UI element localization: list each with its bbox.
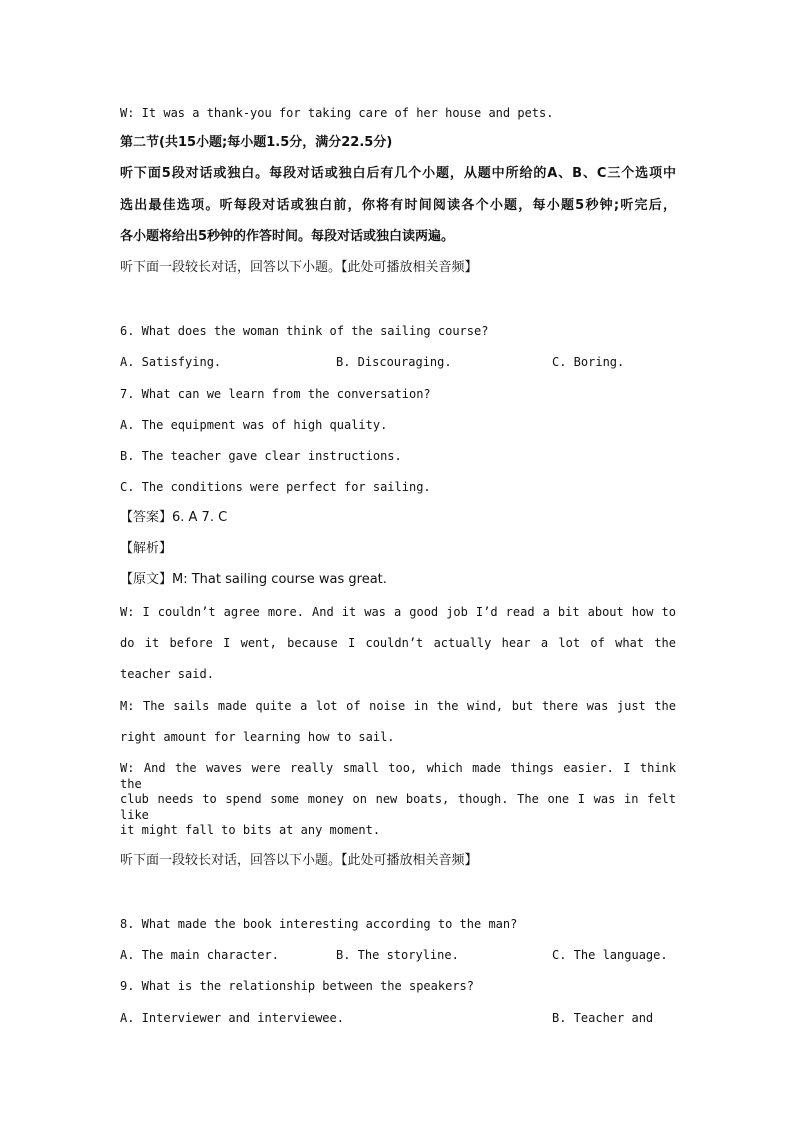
question-7-option-c: C. The conditions were perfect for sailing. [120,480,431,494]
transcript-line: right amount for learning how to sail. [120,730,395,744]
transcript-line: do it before I went, because I couldn’t actually hear a lot of what the [120,636,676,650]
transcript-line: teacher said. [120,667,214,681]
instruction-line: 选出最佳选项。听每段对话或独白前，你将有时间阅读各个小题，每小题5秒钟;听完后， [120,198,676,213]
transcript-line: M: The sails made quite a lot of noise in the wind, but there was just the [120,699,676,713]
question-9: 9. What is the relationship between the speakers? [120,979,475,993]
transcript-line: it might fall to bits at any moment. [120,823,381,837]
analysis-heading: 【解析】 [120,541,173,556]
option-a: A. Interviewer and interviewee. [120,1011,344,1025]
listening-prompt: 听下面一段较长对话，回答以下小题。【此处可播放相关音频】 [120,853,478,868]
answer-line: 【答案】6. A 7. C [120,510,228,525]
question-7-option-a: A. The equipment was of high quality. [120,418,388,432]
question-7-option-b: B. The teacher gave clear instructions. [120,449,402,463]
transcript-line: W: And the waves were really small too, which made things easier. I think the [120,761,676,791]
dialogue-line: W: It was a thank-you for taking care of her house and pets. [120,106,554,120]
option-c: C. Boring. [552,355,625,369]
transcript-line: W: I couldn’t agree more. And it was a good job I’d read a bit about how to [120,605,676,619]
option-a: A. The main character. [120,948,279,962]
option-a: A. Satisfying. [120,355,222,369]
question-6: 6. What does the woman think of the sailing course? [120,324,489,338]
instruction-line: 听下面5段对话或独白。每段对话或独白后有几个小题，从题中所给的A、B、C三个选项中 [120,166,676,181]
transcript-line: 【原文】M: That sailing course was great. [120,572,387,587]
option-c: C. The language. [552,948,668,962]
option-b: B. Teacher and [552,1011,654,1025]
option-b: B. The storyline. [336,948,459,962]
question-8: 8. What made the book interesting according to the man? [120,917,518,931]
section-title: 第二节(共15小题;每小题1.5分，满分22.5分) [120,135,393,150]
listening-prompt: 听下面一段较长对话，回答以下小题。【此处可播放相关音频】 [120,260,478,275]
transcript-line: club needs to spend some money on new boats, though. The one I was in felt like [120,792,676,822]
question-7: 7. What can we learn from the conversation? [120,387,431,401]
instruction-line: 各小题将给出5秒钟的作答时间。每段对话或独白读两遍。 [120,229,455,244]
option-b: B. Discouraging. [336,355,452,369]
